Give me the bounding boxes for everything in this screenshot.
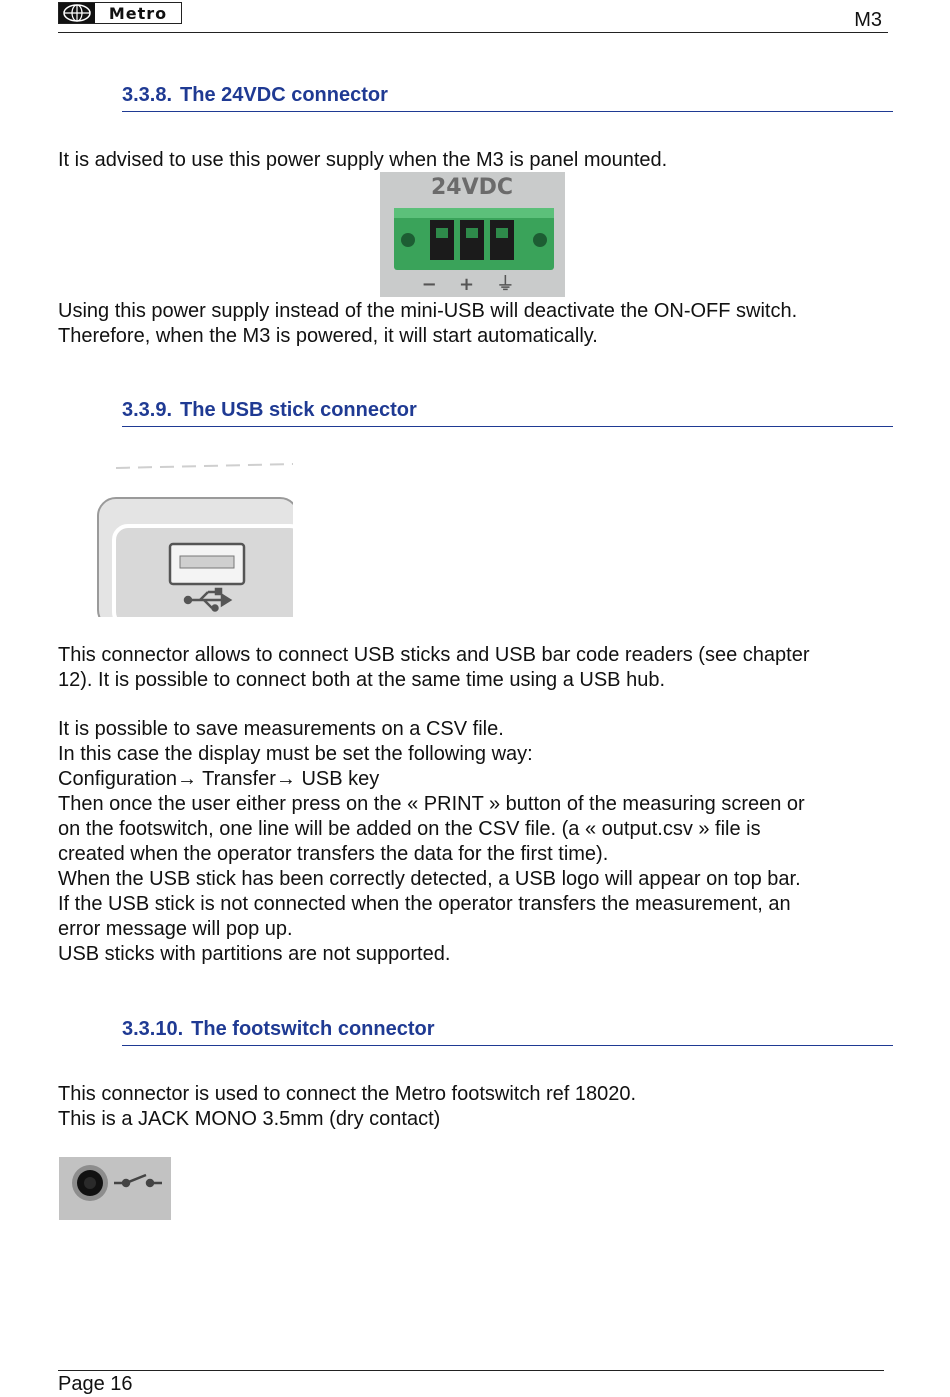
text-line: When the USB stick has been correctly detected, a USB logo will appear on top bar. (58, 868, 801, 890)
text-line: Therefore, when the M3 is powered, it will start automatically. (58, 325, 598, 347)
logo-text: Metro (108, 3, 168, 23)
paragraph (58, 643, 898, 693)
menu-path (58, 767, 898, 792)
section-title: The footswitch connector (191, 1018, 435, 1040)
arrow-right-icon: → (275, 768, 296, 790)
text-line: This connector is used to connect the Metro footswitch ref 18020. (58, 1083, 637, 1105)
section-heading-footswitch (122, 1018, 893, 1046)
text-line: USB sticks with partitions are not supported. (58, 943, 451, 965)
text-line: It is possible to save measurements on a CSV file. (58, 718, 504, 740)
globe-icon (59, 3, 95, 23)
section-heading-24vdc (122, 84, 893, 112)
paragraph (58, 717, 898, 967)
paragraph (58, 299, 898, 349)
section-number: 3.3.8. (122, 84, 173, 106)
menu-path-item: Configuration (58, 768, 177, 790)
paragraph (58, 1082, 898, 1132)
section-heading-usb (122, 399, 893, 427)
text-line: This is a JACK MONO 3.5mm (dry contact) (58, 1108, 441, 1130)
arrow-right-icon: → (176, 768, 197, 790)
header-divider (58, 32, 888, 33)
menu-path-item: Transfer (202, 768, 276, 790)
text-line: 12). It is possible to connect both at the same time using a USB hub. (58, 669, 666, 691)
text-line: error message will pop up. (58, 918, 293, 940)
usb-connector-image (96, 460, 293, 617)
text-line: This connector allows to connect USB sticks and USB bar code readers (see chapter (58, 644, 810, 666)
menu-path-item: USB key (301, 768, 380, 790)
24vdc-connector-image (380, 172, 565, 297)
page-number: Page 16 (58, 1373, 133, 1395)
text-line: If the USB stick is not connected when the operator transfers the measurement, an (58, 893, 791, 915)
section-number: 3.3.10. (122, 1018, 184, 1040)
section-title: The 24VDC connector (180, 84, 388, 106)
paragraph: It is advised to use this power supply when the M3 is panel mounted. (58, 149, 668, 171)
text-line: Using this power supply instead of the mini-USB will deactivate the ON-OFF switch. (58, 300, 798, 322)
footswitch-jack-image (59, 1157, 171, 1220)
header-model: M3 (854, 9, 882, 31)
text-line: In this case the display must be set the following way: (58, 743, 533, 765)
section-title: The USB stick connector (180, 399, 417, 421)
footer-divider (58, 1370, 884, 1371)
metro-logo (58, 2, 182, 24)
text-line: created when the operator transfers the data for the first time). (58, 843, 609, 865)
text-line: on the footswitch, one line will be added on the CSV file. (a « output.csv » file is (58, 818, 761, 840)
section-number: 3.3.9. (122, 399, 173, 421)
24vdc-image-pins: − + ⏚ (421, 274, 523, 295)
24vdc-image-label: 24VDC (430, 175, 514, 200)
text-line: Then once the user either press on the « PRINT » button of the measuring screen or (58, 793, 805, 815)
